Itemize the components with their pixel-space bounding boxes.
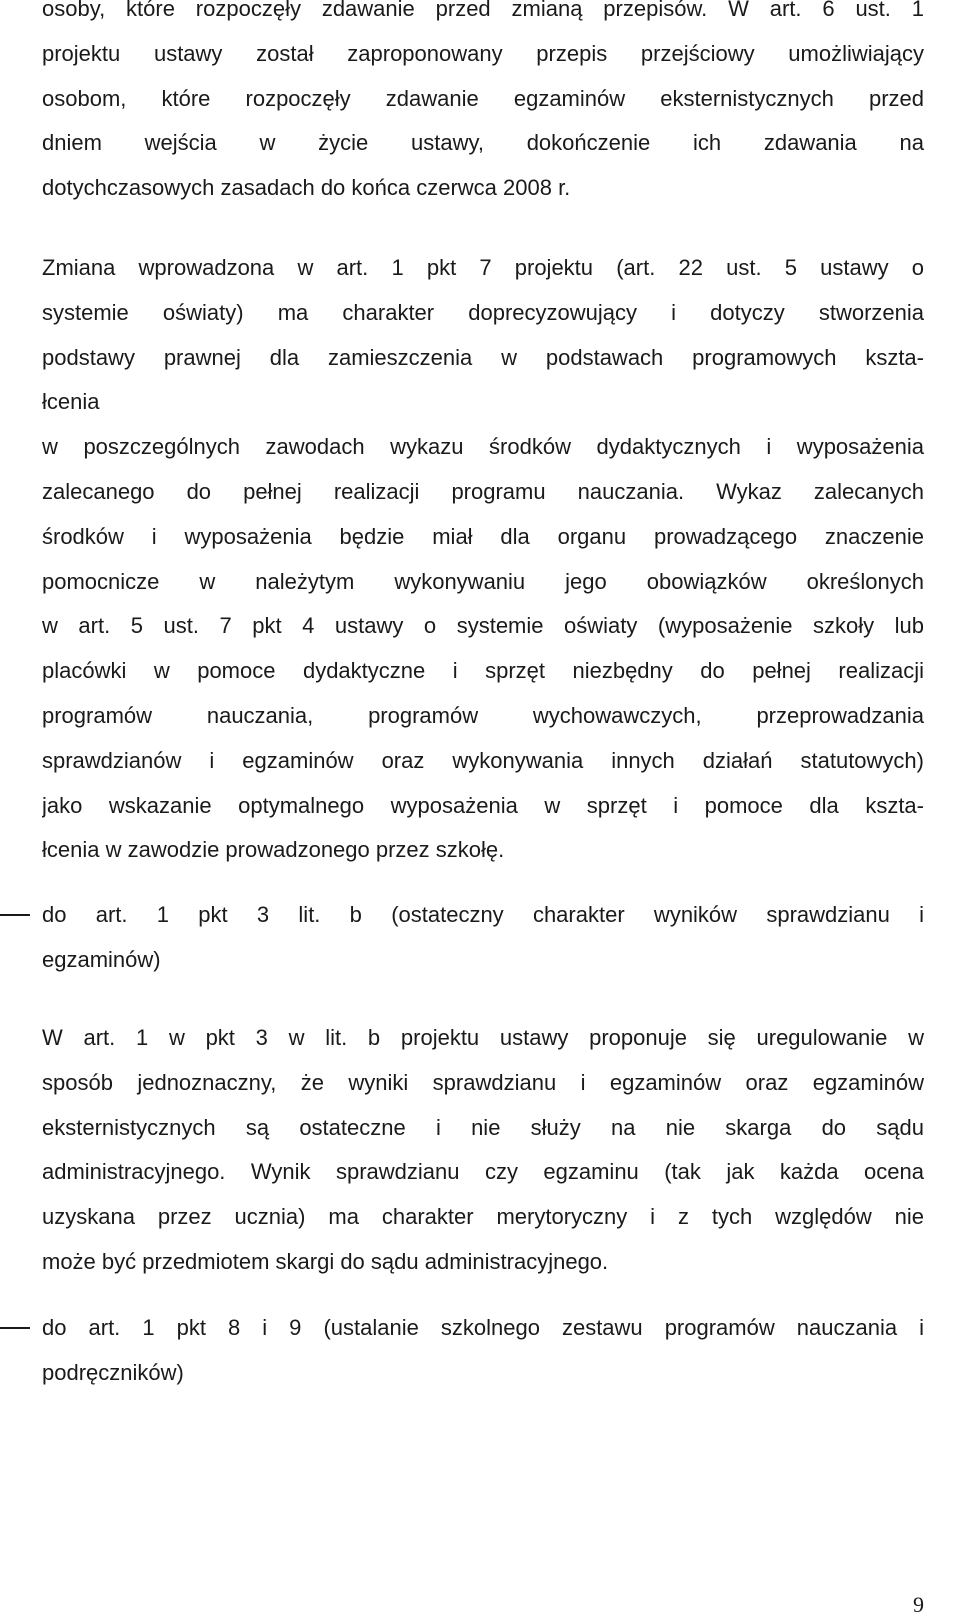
text-line: może być przedmiotem skargi do sądu administracyjnego.	[42, 1248, 609, 1274]
text-line: osoby, które rozpoczęły zdawanie przed zmianą przepisów. W art. 6 ust. 1	[42, 0, 924, 21]
dash-bullet	[0, 1327, 30, 1329]
text-line: Zmiana wprowadzona w art. 1 pkt 7 projektu (art. 22 ust. 5 ustawy o	[42, 255, 924, 280]
text-line: eksternistycznych są ostateczne i nie służy na nie skarga do sądu	[42, 1114, 924, 1140]
dash-bullet	[0, 914, 30, 916]
text-line: do art. 1 pkt 3 lit. b (ostateczny charakter wyników sprawdzianu i	[42, 902, 924, 927]
text-line: projektu ustawy został zaproponowany przepis przejściowy umożliwiający	[42, 40, 924, 66]
text-line: jako wskazanie optymalnego wyposażenia w sprzęt i pomoce dla kszta-	[42, 792, 924, 818]
text-line: egzaminów)	[42, 946, 161, 972]
text-line: systemie oświaty) ma charakter doprecyzowujący i dotyczy stworzenia	[42, 299, 924, 325]
text-line: środków i wyposażenia będzie miał dla organu prowadzącego znaczenie	[42, 523, 924, 549]
text-line: w art. 5 ust. 7 pkt 4 ustawy o systemie oświaty (wyposażenie szkoły lub	[42, 613, 924, 639]
text-line: w poszczególnych zawodach wykazu środków dydaktycznych i wyposażenia	[42, 434, 924, 460]
text-line: W art. 1 w pkt 3 w lit. b projektu ustawy proponuje się uregulowanie w	[42, 1025, 924, 1050]
text-line: osobom, które rozpoczęły zdawanie egzaminów eksternistycznych przed	[42, 85, 924, 111]
text-line: podręczników)	[42, 1359, 184, 1385]
paragraph-teaching-equipment	[42, 246, 924, 873]
text-line: łcenia	[42, 389, 100, 415]
text-line: programów nauczania, programów wychowawczych, przeprowadzania	[42, 702, 924, 728]
paragraph-final-results	[42, 1016, 924, 1285]
text-line: zalecanego do pełnej realizacji programu nauczania. Wykaz zalecanych	[42, 478, 924, 504]
page-number: 9	[913, 1592, 924, 1617]
text-line: dotychczasowych zasadach do końca czerwca 2008 r.	[42, 175, 571, 201]
paragraph-exam-transition	[42, 0, 924, 211]
text-line: pomocnicze w należytym wykonywaniu jego obowiązków określonych	[42, 568, 924, 594]
text-line: sprawdzianów i egzaminów oraz wykonywania innych działań statutowych)	[42, 747, 924, 773]
text-line: sposób jednoznaczny, że wyniki sprawdzianu i egzaminów oraz egzaminów	[42, 1069, 924, 1095]
text-line: placówki w pomoce dydaktyczne i sprzęt niezbędny do pełnej realizacji	[42, 658, 924, 684]
text-line: podstawy prawnej dla zamieszczenia w podstawach programowych kszta-	[42, 344, 924, 370]
text-line: administracyjnego. Wynik sprawdzianu czy egzaminu (tak jak każda ocena	[42, 1159, 924, 1185]
text-line: łcenia w zawodzie prowadzonego przez szkołę.	[42, 837, 505, 863]
text-line: dniem wejścia w życie ustawy, dokończenie ich zdawania na	[42, 130, 924, 156]
text-line: uzyskana przez ucznia) ma charakter merytoryczny i z tych względów nie	[42, 1204, 924, 1230]
text-line: do art. 1 pkt 8 i 9 (ustalanie szkolnego zestawu programów nauczania i	[42, 1315, 924, 1340]
